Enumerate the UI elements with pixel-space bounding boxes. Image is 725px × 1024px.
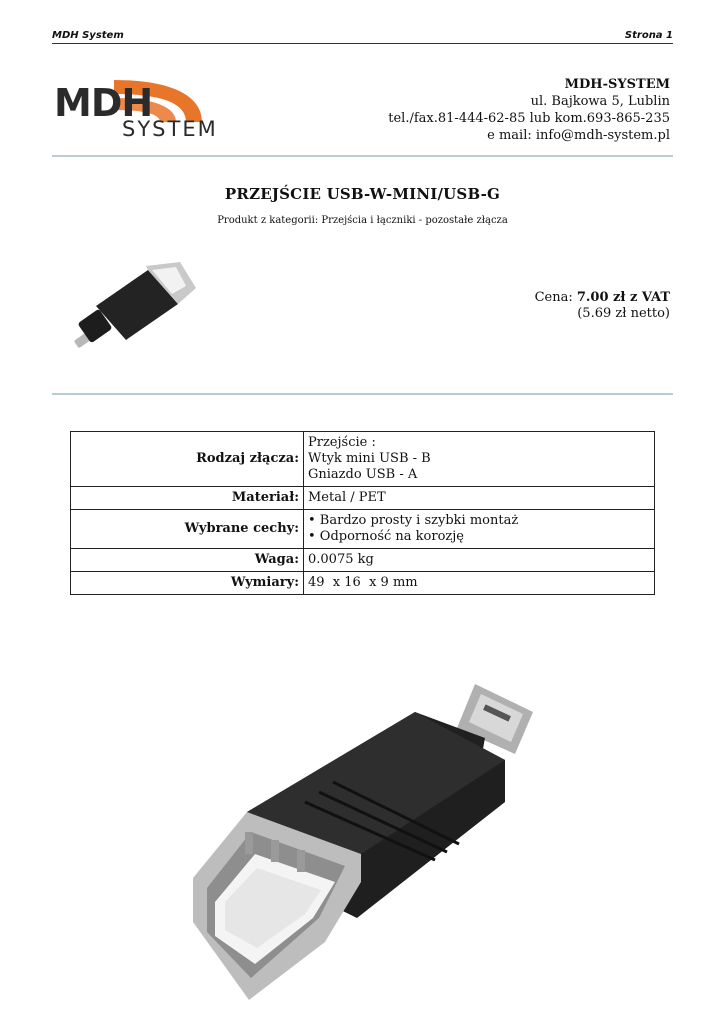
spec-value-line: Gniazdo USB - A — [308, 467, 418, 482]
price-net: (5.69 zł netto) — [577, 306, 670, 321]
logo-mdh-text: MDH — [54, 81, 153, 125]
spec-value — [304, 487, 655, 510]
spec-label: Waga: — [71, 549, 304, 572]
header-divider — [52, 43, 673, 44]
price-label: Cena: — [534, 290, 573, 305]
spec-value-line: • Bardzo prosty i szybki montaż — [308, 513, 519, 528]
company-name: MDH-SYSTEM — [564, 77, 670, 92]
section-divider-top — [52, 155, 673, 157]
page-header-left: MDH System — [52, 30, 124, 41]
spec-label: Materiał: — [71, 487, 304, 510]
page-number: Strona 1 — [624, 30, 673, 41]
product-title: PRZEJŚCIE USB-W-MINI/USB-G — [224, 185, 501, 203]
spec-label: Wybrane cechy: — [71, 510, 304, 549]
spec-value — [304, 432, 655, 487]
spec-value-line: 49 x 16 x 9 mm — [308, 575, 418, 590]
table-row — [71, 510, 655, 549]
company-address: ul. Bajkowa 5, Lublin — [530, 94, 670, 109]
spec-value — [304, 572, 655, 595]
table-row — [71, 487, 655, 510]
section-divider-bottom — [52, 393, 673, 395]
spec-value — [304, 549, 655, 572]
spec-value-line: Metal / PET — [308, 490, 386, 505]
table-row — [71, 572, 655, 595]
company-logo — [52, 78, 257, 140]
logo-system-text: SYSTEM — [122, 117, 218, 140]
company-phone: tel./fax.81-444-62-85 lub kom.693-865-235 — [388, 111, 670, 126]
spec-value-line: Wtyk mini USB - B — [308, 451, 431, 466]
spec-value-line: Przejście : — [308, 435, 376, 450]
price-gross: 7.00 zł z VAT — [576, 290, 670, 305]
company-info — [388, 76, 670, 144]
product-thumbnail — [68, 258, 198, 353]
table-row — [71, 432, 655, 487]
price-block — [535, 290, 670, 322]
spec-value-line: 0.0075 kg — [308, 552, 374, 567]
table-row — [71, 549, 655, 572]
spec-label: Rodzaj złącza: — [71, 432, 304, 487]
spec-value-line: • Odporność na korozję — [308, 529, 464, 544]
company-email: e mail: info@mdh-system.pl — [487, 128, 670, 143]
spec-value — [304, 510, 655, 549]
spec-label: Wymiary: — [71, 572, 304, 595]
product-image — [185, 682, 545, 1012]
specs-table — [70, 431, 655, 595]
product-category: Produkt z kategorii: Przejścia i łączniki - pozostałe złącza — [217, 215, 508, 226]
